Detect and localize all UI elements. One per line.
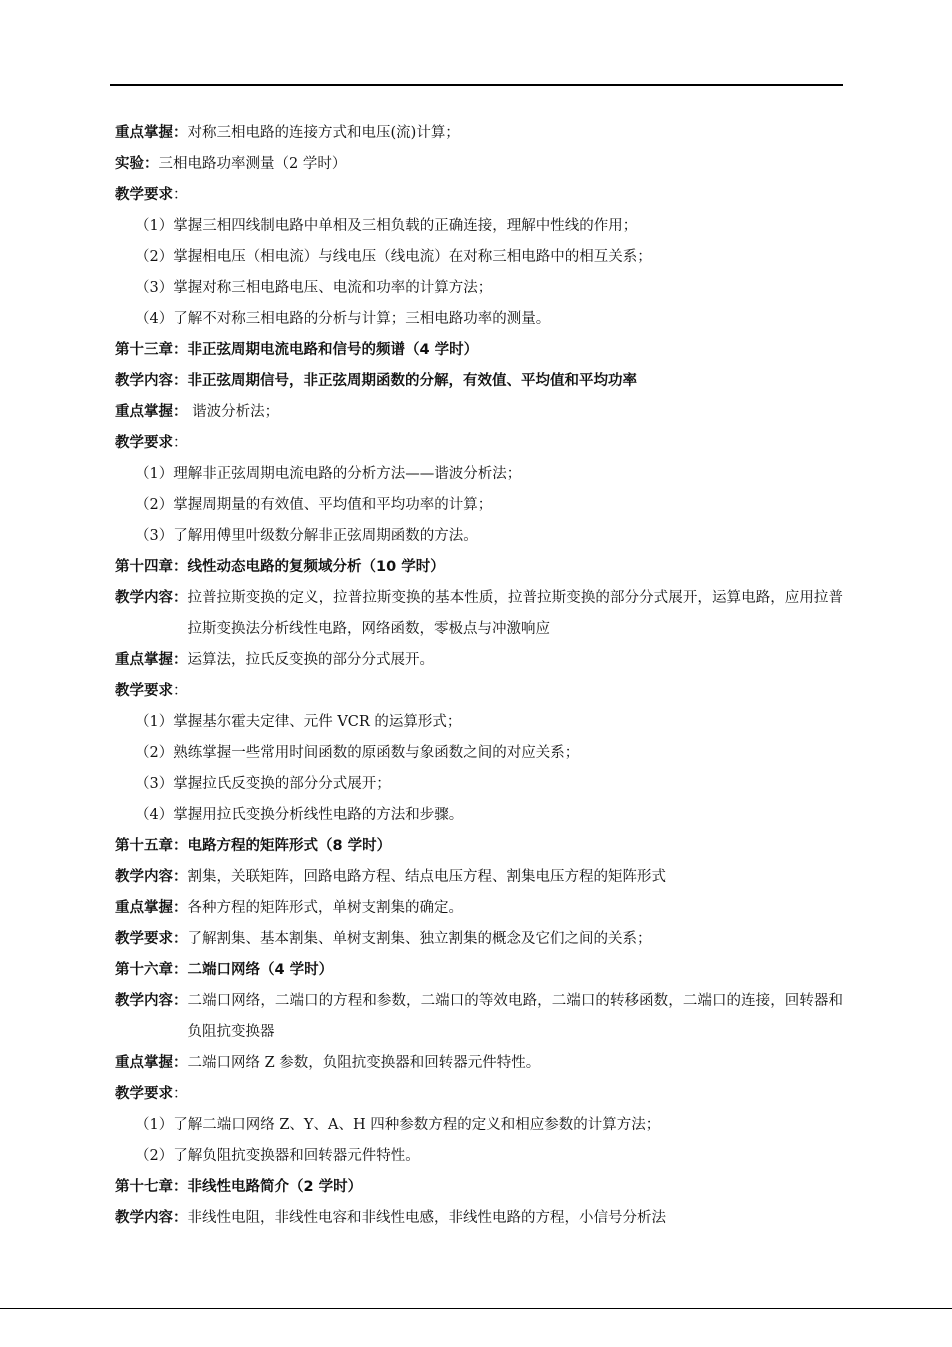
list-item: （1）了解二端口网络 Z、Y、A、H 四种参数方程的定义和相应参数的计算方法； bbox=[135, 1117, 661, 1133]
line-requirements-heading: 教学要求： bbox=[115, 683, 188, 699]
list-item: （2）掌握周期量的有效值、平均值和平均功率的计算； bbox=[135, 497, 493, 513]
line-teaching-content: 教学内容： 拉普拉斯变换的定义，拉普拉斯变换的基本性质，拉普拉斯变换的部分分式展开，运算电路，应用拉普拉斯变换法分析线性电路，网络函数，零极点与冲激响应 bbox=[115, 590, 843, 637]
list-item: （2）了解负阻抗变换器和回转器元件特性。 bbox=[135, 1148, 420, 1164]
header-rule bbox=[110, 84, 843, 86]
list-item: （1）理解非正弦周期电流电路的分析方法——谐波分析法； bbox=[135, 466, 522, 482]
footer-rule bbox=[0, 1308, 952, 1309]
list-item: （3）了解用傅里叶级数分解非正弦周期函数的方法。 bbox=[135, 528, 478, 544]
line-key-points: 重点掌握：对称三相电路的连接方式和电压(流)计算； bbox=[115, 125, 460, 141]
line-requirements-heading: 教学要求： bbox=[115, 435, 188, 451]
line-teaching-content: 教学内容：非线性电阻，非线性电容和非线性电感，非线性电路的方程，小信号分析法 bbox=[115, 1210, 666, 1226]
list-item: （4）了解不对称三相电路的分析与计算；三相电路功率的测量。 bbox=[135, 311, 551, 327]
list-item: （1）掌握三相四线制电路中单相及三相负载的正确连接，理解中性线的作用； bbox=[135, 218, 638, 234]
line-requirements-heading: 教学要求： bbox=[115, 187, 188, 203]
chapter-16-heading: 第十六章：二端口网络（4 学时） bbox=[115, 962, 334, 978]
line-experiment: 实验：三相电路功率测量（2 学时） bbox=[115, 156, 347, 172]
line-teaching-content: 教学内容：非正弦周期信号，非正弦周期函数的分解，有效值、平均值和平均功率 bbox=[115, 373, 637, 389]
chapter-14-heading: 第十四章：线性动态电路的复频域分析（10 学时） bbox=[115, 559, 445, 575]
line-key-points: 重点掌握：各种方程的矩阵形式，单树支割集的确定。 bbox=[115, 900, 463, 916]
chapter-15-heading: 第十五章：电路方程的矩阵形式（8 学时） bbox=[115, 838, 392, 854]
list-item: （3）掌握对称三相电路电压、电流和功率的计算方法； bbox=[135, 280, 493, 296]
line-key-points: 重点掌握：二端口网络 Z 参数，负阻抗变换器和回转器元件特性。 bbox=[115, 1055, 541, 1071]
line-requirements: 教学要求：了解割集、基本割集、单树支割集、独立割集的概念及它们之间的关系； bbox=[115, 931, 652, 947]
document-body bbox=[115, 118, 843, 1234]
list-item: （3）掌握拉氏反变换的部分分式展开； bbox=[135, 776, 391, 792]
line-key-points: 重点掌握：运算法，拉氏反变换的部分分式展开。 bbox=[115, 652, 434, 668]
chapter-13-heading: 第十三章：非正弦周期电流电路和信号的频谱（4 学时） bbox=[115, 342, 479, 358]
line-teaching-content: 教学内容： 二端口网络，二端口的方程和参数，二端口的等效电路，二端口的转移函数，二端口的连接，回转器和负阻抗变换器 bbox=[115, 993, 843, 1040]
chapter-17-heading: 第十七章：非线性电路简介（2 学时） bbox=[115, 1179, 363, 1195]
line-requirements-heading: 教学要求： bbox=[115, 1086, 188, 1102]
line-teaching-content: 教学内容：割集，关联矩阵，回路电路方程、结点电压方程、割集电压方程的矩阵形式 bbox=[115, 869, 666, 885]
list-item: （1）掌握基尔霍夫定律、元件 VCR 的运算形式； bbox=[135, 714, 462, 730]
line-key-points: 重点掌握： 谐波分析法； bbox=[115, 404, 280, 420]
list-item: （2）掌握相电压（相电流）与线电压（线电流）在对称三相电路中的相互关系； bbox=[135, 249, 652, 265]
list-item: （4）掌握用拉氏变换分析线性电路的方法和步骤。 bbox=[135, 807, 464, 823]
list-item: （2）熟练掌握一些常用时间函数的原函数与象函数之间的对应关系； bbox=[135, 745, 580, 761]
